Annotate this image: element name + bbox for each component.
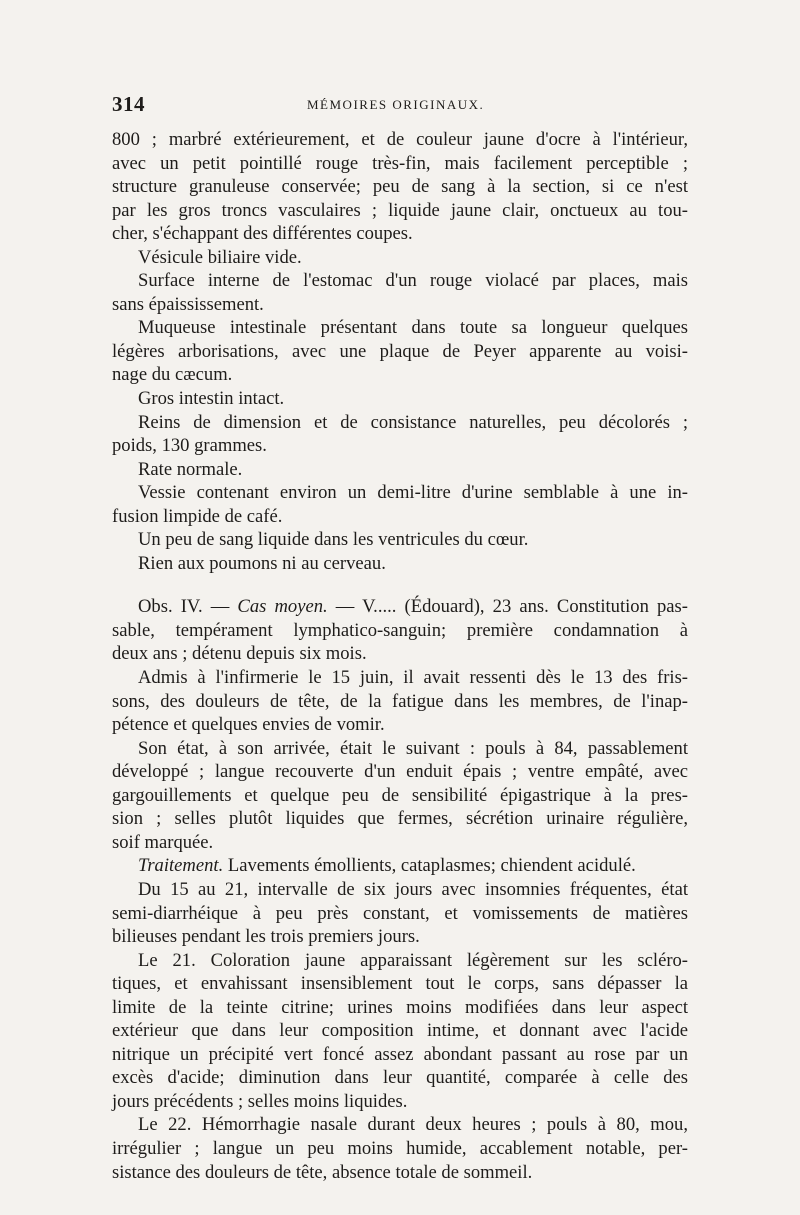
treatment-label: Traitement. — [138, 855, 224, 877]
text-line: gargouillements et quelque peu de sensibilité épigastrique à la pres- — [112, 784, 688, 806]
text-line: sans épaississement. — [112, 293, 264, 315]
text-line: tiques, et envahissant insensiblement tout le corps, sans dépasser la — [112, 973, 688, 995]
text-line: Son état, à son arrivée, était le suivant : pouls à 84, passablement — [138, 737, 688, 759]
text-line: fusion limpide de café. — [112, 505, 283, 527]
text-line: structure granuleuse conservée; peu de sang à la section, si ce n'est — [112, 176, 688, 198]
text-line: Rate normale. — [138, 458, 243, 480]
text-line: Vessie contenant environ un demi-litre d'urine semblable à une in- — [138, 482, 688, 504]
text-line: avec un petit pointillé rouge très-fin, mais facilement perceptible ; — [112, 152, 688, 174]
document-page — [112, 92, 688, 1184]
observation-label: Obs. IV. — — [138, 596, 238, 618]
observation-heading-rest: — V..... (Édouard), 23 ans. Constitution pas- — [327, 596, 688, 618]
text-line: 800 ; marbré extérieurement, et de couleur jaune d'ocre à l'intérieur, — [112, 129, 688, 150]
text-line: Vésicule biliaire vide. — [138, 246, 302, 268]
text-line: extérieur que dans leur composition intime, et donnant avec l'acide — [112, 1020, 688, 1042]
text-line: développé ; langue recouverte d'un enduit épais ; ventre empâté, avec — [112, 761, 688, 783]
text-line: jours précédents ; selles moins liquides. — [112, 1090, 408, 1112]
text-line: Rien aux poumons ni au cerveau. — [138, 552, 386, 574]
text-line: Du 15 au 21, intervalle de six jours avec insomnies fréquentes, état — [138, 878, 688, 900]
observation-heading-line — [112, 595, 688, 619]
text-line: sons, des douleurs de tête, de la fatigue dans les membres, de l'inap- — [112, 690, 688, 712]
treatment-line — [112, 854, 688, 878]
running-title: MÉMOIRES ORIGINAUX. — [307, 97, 485, 112]
case-type: Cas moyen. — [237, 596, 328, 618]
text-line: cher, s'échappant des différentes coupes. — [112, 223, 413, 245]
page-header — [112, 92, 688, 128]
treatment-text: Lavements émollients, cataplasmes; chiendent acidulé. — [223, 855, 636, 877]
autopsy-findings — [112, 128, 688, 575]
text-line: nage du cæcum. — [112, 364, 233, 386]
text-line: Muqueuse intestinale présentant dans toute sa longueur quelques — [138, 317, 688, 339]
text-line: pétence et quelques envies de vomir. — [112, 714, 385, 736]
text-line: semi-diarrhéique à peu près constant, et vomissements de matières — [112, 902, 688, 924]
text-line: sion ; selles plutôt liquides que fermes, sécrétion urinaire régulière, — [112, 808, 688, 830]
text-line: Le 22. Hémorrhagie nasale durant deux heures ; pouls à 80, mou, — [138, 1114, 688, 1136]
text-line: soif marquée. — [112, 831, 214, 853]
text-line: Admis à l'infirmerie le 15 juin, il avait ressenti dès le 13 des fris- — [138, 667, 688, 689]
text-line: bilieuses pendant les trois premiers jours. — [112, 926, 420, 948]
page-number: 314 — [112, 92, 145, 116]
text-line: irrégulier ; langue un peu moins humide, accablement notable, per- — [112, 1137, 688, 1159]
text-line: deux ans ; détenu depuis six mois. — [112, 643, 367, 665]
text-line: sable, tempérament lymphatico-sanguin; première condamnation à — [112, 619, 688, 641]
text-line: légères arborisations, avec une plaque de Peyer apparente au voisi- — [112, 340, 688, 362]
text-line: nitrique un précipité vert foncé assez abondant passant au rose par un — [112, 1043, 688, 1065]
section-gap — [112, 575, 688, 595]
text-line: Un peu de sang liquide dans les ventricules du cœur. — [138, 529, 529, 551]
text-line: Gros intestin intact. — [138, 388, 285, 410]
text-line: poids, 130 grammes. — [112, 435, 267, 457]
text-line: par les gros troncs vasculaires ; liquide jaune clair, onctueux au tou- — [112, 199, 688, 221]
text-line: limite de la teinte citrine; urines moins modifiées dans leur aspect — [112, 996, 688, 1018]
text-line: excès d'acide; diminution dans leur quantité, comparée à celle des — [112, 1067, 688, 1089]
observation-iv — [112, 595, 688, 1184]
text-line: Surface interne de l'estomac d'un rouge violacé par places, mais — [138, 270, 688, 292]
text-line: sistance des douleurs de tête, absence totale de sommeil. — [112, 1161, 533, 1183]
text-line: Le 21. Coloration jaune apparaissant légèrement sur les scléro- — [138, 949, 688, 971]
text-line: Reins de dimension et de consistance naturelles, peu décolorés ; — [138, 411, 688, 433]
